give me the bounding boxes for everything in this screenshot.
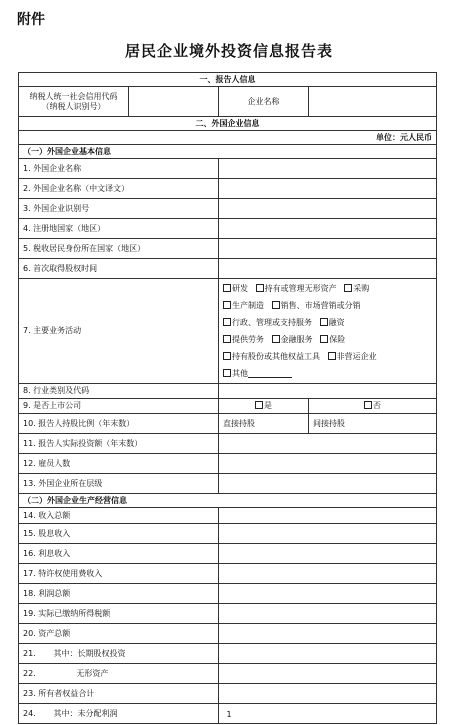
row-label-15: 15. 股息收入	[19, 524, 219, 544]
row-label-2: 2. 外国企业名称（中文译文）	[19, 179, 219, 199]
direct-holding-label: 直接持股	[219, 414, 309, 434]
option-procurement: 采购	[353, 284, 370, 293]
option-insurance: 保险	[329, 335, 346, 344]
checkbox-procurement[interactable]	[344, 284, 352, 292]
subsection-basic-info: （一）外国企业基本信息	[19, 145, 437, 159]
section-foreign-info: 二、外国企业信息	[19, 117, 437, 131]
other-fill-line[interactable]	[248, 369, 292, 378]
row-label-14: 14. 收入总额	[19, 508, 219, 524]
checkbox-other[interactable]	[223, 369, 231, 377]
option-other: 其他	[232, 369, 248, 378]
row-field-22[interactable]	[219, 664, 437, 684]
row-field-12[interactable]	[219, 454, 437, 474]
checkbox-labor-services[interactable]	[223, 335, 231, 343]
checkbox-listed-yes[interactable]	[255, 401, 263, 409]
currency-unit: 单位：元人民币	[19, 131, 437, 145]
listed-yes-label: 是	[264, 401, 272, 411]
row-label-22: 22. 无形资产	[19, 664, 219, 684]
row-field-1[interactable]	[219, 159, 437, 179]
row-label-21: 21. 其中：长期股权投资	[19, 644, 219, 664]
row-label-19: 19. 实际已缴纳所得税额	[19, 604, 219, 624]
row-label-3: 3. 外国企业识别号	[19, 199, 219, 219]
report-form	[18, 72, 437, 724]
checkbox-listed-no[interactable]	[364, 401, 372, 409]
row-field-2[interactable]	[219, 179, 437, 199]
row-label-10: 10. 报告人持股比例（年末数）	[19, 414, 219, 434]
option-intangibles: 持有或管理无形资产	[264, 284, 337, 293]
checkbox-sales[interactable]	[272, 301, 280, 309]
row-field-5[interactable]	[219, 239, 437, 259]
option-non-operating: 非营运企业	[336, 352, 377, 361]
row-label-13: 13. 外国企业所在层级	[19, 474, 219, 494]
listed-yes-cell	[219, 399, 309, 414]
row-field-18[interactable]	[219, 584, 437, 604]
row-label-8: 8. 行业类别及代码	[19, 384, 219, 399]
row-field-16[interactable]	[219, 544, 437, 564]
taxpayer-code-label-line2: （纳税人识别号）	[41, 101, 106, 111]
row-field-17[interactable]	[219, 564, 437, 584]
company-name-label: 企业名称	[219, 87, 309, 117]
row-field-6[interactable]	[219, 259, 437, 279]
row-label-4: 4. 注册地国家（地区）	[19, 219, 219, 239]
row-label-18: 18. 利润总额	[19, 584, 219, 604]
checkbox-research[interactable]	[223, 284, 231, 292]
row-field-11[interactable]	[219, 434, 437, 454]
option-manufacturing: 生产制造	[232, 301, 264, 310]
row-field-14[interactable]	[219, 508, 437, 524]
option-sales: 销售、市场营销或分销	[280, 301, 361, 310]
checkbox-insurance[interactable]	[320, 335, 328, 343]
row-label-20: 20. 资产总额	[19, 624, 219, 644]
checkbox-admin-services[interactable]	[223, 318, 231, 326]
row-label-1: 1. 外国企业名称	[19, 159, 219, 179]
checkbox-intangibles[interactable]	[256, 284, 264, 292]
checkbox-financial-services[interactable]	[272, 335, 280, 343]
row-label-16: 16. 利息收入	[19, 544, 219, 564]
row-label-11: 11. 报告人实际投资额（年末数）	[19, 434, 219, 454]
option-labor-services: 提供劳务	[232, 335, 264, 344]
company-name-field[interactable]	[309, 87, 437, 117]
listed-no-cell	[309, 399, 437, 414]
row-field-21[interactable]	[219, 644, 437, 664]
taxpayer-code-field[interactable]	[129, 87, 219, 117]
business-activities-options	[219, 279, 437, 384]
option-research: 研发	[232, 284, 248, 293]
indirect-holding-label: 间接持股	[309, 414, 437, 434]
row-field-20[interactable]	[219, 624, 437, 644]
row-field-13[interactable]	[219, 474, 437, 494]
checkbox-non-operating[interactable]	[328, 352, 336, 360]
checkbox-manufacturing[interactable]	[223, 301, 231, 309]
option-admin-services: 行政、管理或支持服务	[232, 318, 312, 327]
row-label-23: 23. 所有者权益合计	[19, 684, 219, 704]
taxpayer-code-label-line1: 纳税人统一社会信用代码	[29, 92, 118, 102]
subsection-operations: （二）外国企业生产经营信息	[19, 494, 437, 508]
option-financial-services: 金融服务	[280, 335, 313, 344]
row-field-3[interactable]	[219, 199, 437, 219]
row-label-12: 12. 雇员人数	[19, 454, 219, 474]
row-label-17: 17. 特许权使用费收入	[19, 564, 219, 584]
row-label-5: 5. 税收居民身份所在国家（地区）	[19, 239, 219, 259]
taxpayer-code-label	[19, 87, 129, 117]
option-financing: 融资	[328, 318, 345, 327]
row-label-7: 7. 主要业务活动	[19, 279, 219, 384]
row-field-23[interactable]	[219, 684, 437, 704]
checkbox-financing[interactable]	[320, 318, 328, 326]
row-label-6: 6. 首次取得股权时间	[19, 259, 219, 279]
form-title: 居民企业境外投资信息报告表	[124, 42, 333, 60]
listed-no-label: 否	[373, 401, 381, 411]
row-field-8[interactable]	[219, 384, 437, 399]
page-number: 1	[226, 710, 232, 719]
row-label-24: 24. 其中：未分配利润	[19, 704, 219, 724]
option-equity-holding: 持有股份或其他权益工具	[232, 352, 320, 361]
checkbox-equity-holding[interactable]	[223, 352, 231, 360]
section-reporter-info: 一、报告人信息	[19, 73, 437, 87]
row-field-4[interactable]	[219, 219, 437, 239]
row-field-15[interactable]	[219, 524, 437, 544]
row-label-9: 9. 是否上市公司	[19, 399, 219, 414]
row-field-19[interactable]	[219, 604, 437, 624]
annex-label: 附件	[17, 12, 45, 28]
